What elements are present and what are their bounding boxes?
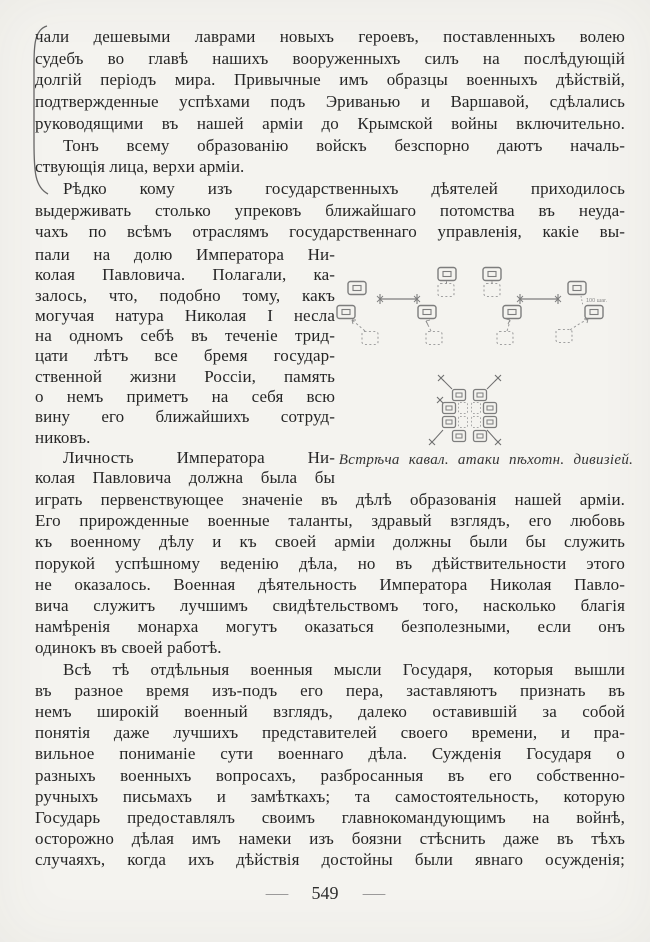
- text-line: Его прирожденные военные таланты, здравый взглядъ, его любовь: [35, 511, 625, 531]
- text-line: немъ широкій военный взглядъ, далеко оставившій за собой: [35, 702, 625, 722]
- text-line: въ разное время изъ-подъ его пера, заставляютъ признать въ: [35, 680, 625, 700]
- text-line: колая Павловича должна была бы: [35, 468, 335, 488]
- page-number-right-dash: —: [362, 883, 385, 903]
- text-line: залось, что, подобно тому, какъ: [35, 285, 335, 305]
- text-line: колая Павловича. Полагали, ка-: [35, 265, 335, 285]
- text-line: судебъ во главѣ нашихъ вооруженныхъ силъ на послѣдующій: [35, 48, 625, 68]
- text-line: ручныхъ письмахъ и замѣткахъ; та самостоятельность, которую: [35, 786, 625, 806]
- page-number: [0, 883, 650, 904]
- paragraph-block-beside-figure: [35, 245, 335, 489]
- text-line: вича служитъ лучшимъ свидѣтельствомъ того, насколько благія: [35, 596, 625, 616]
- text-line: намѣренія монарха могутъ оказаться безполезными, если онъ: [35, 617, 625, 637]
- text-line: не оказалось. Военная дѣятельность Императора Николая Павло-: [35, 574, 625, 594]
- text-line: руководящими въ нашей арміи до Крымской войны включительно.: [35, 113, 625, 133]
- text-line: къ военному дѣлу и къ своей арміи должны были бы служить: [35, 532, 625, 552]
- text-line: Личность Императора Ни-: [63, 447, 335, 467]
- distance-label: 100 шаг.: [586, 298, 608, 304]
- text-line: одинокъ въ своей работѣ.: [35, 638, 222, 658]
- page-number-left-dash: —: [265, 883, 288, 903]
- military-diagram-figure: [330, 250, 642, 469]
- diagram-right-group: [483, 268, 608, 345]
- text-line: пали на долю Императора Ни-: [35, 245, 335, 264]
- figure-caption: Встрѣча кавал. атаки пѣхотн. дивизіей.: [338, 452, 634, 468]
- text-line: долгій періодъ мира. Привычные имъ образцы военныхъ дѣйствій,: [35, 70, 625, 90]
- text-line: выдерживать столько упрековъ ближайшаго потомства въ неуда-: [35, 200, 625, 220]
- text-line: Рѣдко кому изъ государственныхъ дѣятелей приходилось: [63, 178, 625, 198]
- cavalry-attack-diagram: [330, 250, 642, 448]
- text-line: вину его ближайшихъ сотруд-: [35, 407, 335, 427]
- text-line: ственной жизни Россіи, память: [35, 366, 335, 386]
- diagram-left-group: [337, 268, 456, 345]
- text-line: никовъ.: [35, 427, 91, 447]
- text-line: Всѣ тѣ отдѣльныя военныя мысли Государя, которыя вышли: [63, 659, 625, 679]
- text-line: вильное пониманіе сути военнаго дѣла. Сужденія Государя о: [35, 744, 625, 764]
- text-line: цати лѣтъ все бремя государ-: [35, 346, 335, 366]
- text-line: подтвержденные успѣхами подъ Эриванью и Варшавой, сдѣлались: [35, 92, 625, 112]
- text-line: Тонъ всему образованію войскъ безспорно даютъ началь-: [63, 135, 625, 155]
- page-number-value: 549: [311, 883, 339, 903]
- paragraph-block-bottom: [35, 489, 625, 871]
- text-line: на одномъ себѣ въ теченіе трид-: [35, 326, 335, 346]
- text-line: ствующія лица, верхи арміи.: [35, 157, 245, 177]
- text-line: могучая натура Николая I несла: [35, 305, 335, 325]
- text-line: порукой успѣшному веденію дѣла, но въ дѣйствительности этого: [35, 553, 625, 573]
- text-line: понятія даже лучшихъ представителей своего времени, и пра-: [35, 723, 625, 743]
- text-line: осторожно дѣлая имъ намеки изъ боязни стѣснить даже въ тѣхъ: [35, 829, 625, 849]
- diagram-square-cluster: [429, 375, 501, 445]
- text-line: о немъ приметъ на себя всю: [35, 387, 335, 407]
- text-line: случаяхъ, когда ихъ дѣйствія достойны были явнаго осужденія;: [35, 850, 625, 870]
- text-line: чали дешевыми лаврами новыхъ героевъ, поставленныхъ волею: [35, 27, 625, 46]
- paragraph-block-top: [35, 26, 625, 243]
- text-line: Государь предоставлялъ своимъ главнокомандующимъ на войнѣ,: [35, 808, 625, 828]
- text-line: чахъ по всѣмъ отраслямъ государственнаго управленія, какіе вы-: [35, 222, 625, 242]
- text-line: разныхъ военныхъ вопросахъ, разбросанныя въ его собственно-: [35, 765, 625, 785]
- text-line: играть первенствующее значеніе въ дѣлѣ образованія нашей арміи.: [35, 490, 625, 509]
